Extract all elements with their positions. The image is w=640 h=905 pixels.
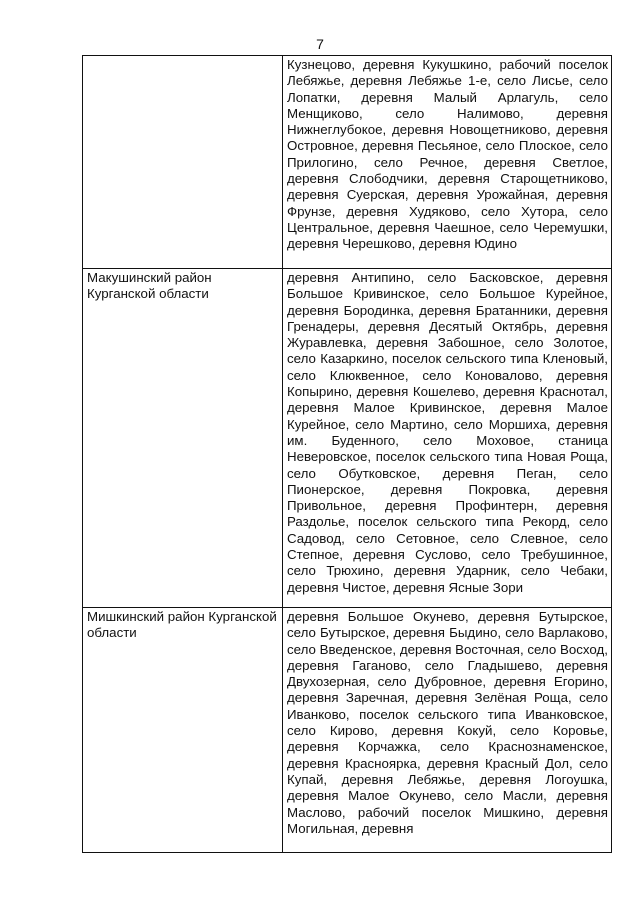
table-row xyxy=(83,56,612,269)
district-cell: Мишкинский район Курганской области xyxy=(83,608,283,853)
settlements-cell: Кузнецово, деревня Кукушкино, рабочий поселок Лебяжье, деревня Лебяжье 1-е, село Лисье, село Лопатки, деревня Малый Арлагуль, село Менщиково, село Налимово, деревня Нижнеглубокое, деревня Новощетниково, деревня Островное, деревня Песьяное, село Плоское, село Прилогино, село Речное, деревня Светлое, деревня Слободчики, деревня Старощетниково, деревня Суерская, деревня Урожайная, деревня Фрунзе, деревня Худяково, село Хутора, село Центральное, деревня Чаешное, село Черемушки, деревня Черешково, деревня Юдино xyxy=(283,56,612,269)
table-row xyxy=(83,608,612,853)
settlements-cell: деревня Антипино, село Басковское, деревня Большое Кривинское, село Большое Курейное, деревня Бородинка, деревня Братанники, деревня Гренадеры, деревня Десятый Октябрь, деревня Журавлевка, деревня Забошное, село Золотое, село Казаркино, поселок сельского типа Кленовый, село Клюквенное, село Коновалово, деревня Копырино, деревня Кошелево, деревня Краснотал, деревня Малое Кривинское, деревня Малое Курейное, село Мартино, село Моршиха, деревня им. Буденного, село Моховое, станица Неверовское, поселок сельского типа Новая Роща, село Обутковское, деревня Пеган, село Пионерское, деревня Покровка, деревня Привольное, деревня Профинтерн, деревня Раздолье, поселок сельского типа Рекорд, село Садовод, село Сетовное, село Слевное, село Степное, деревня Суслово, село Требушинное, село Трюхино, деревня Ударник, село Чебаки, деревня Чистое, деревня Ясные Зори xyxy=(283,269,612,608)
page-number: 7 xyxy=(316,36,324,52)
settlements-cell: деревня Большое Окунево, деревня Бутырское, село Бутырское, деревня Быдино, село Варлаково, село Введенское, деревня Восточная, село Восход, деревня Гаганово, село Гладышево, деревня Двухозерная, село Дубровное, деревня Егорино, деревня Заречная, деревня Зелёная Роща, село Иванково, поселок сельского типа Иванковское, село Кирово, деревня Кокуй, село Коровье, деревня Корчажка, село Краснознаменское, деревня Красноярка, деревня Красный Дол, село Купай, деревня Лебяжье, деревня Логоушка, деревня Малое Окунево, село Масли, деревня Маслово, рабочий поселок Мишкино, деревня Могильная, деревня xyxy=(283,608,612,853)
district-cell: Макушинский район Курганской области xyxy=(83,269,283,608)
district-cell xyxy=(83,56,283,269)
table-row xyxy=(83,269,612,608)
settlements-table xyxy=(82,55,612,853)
